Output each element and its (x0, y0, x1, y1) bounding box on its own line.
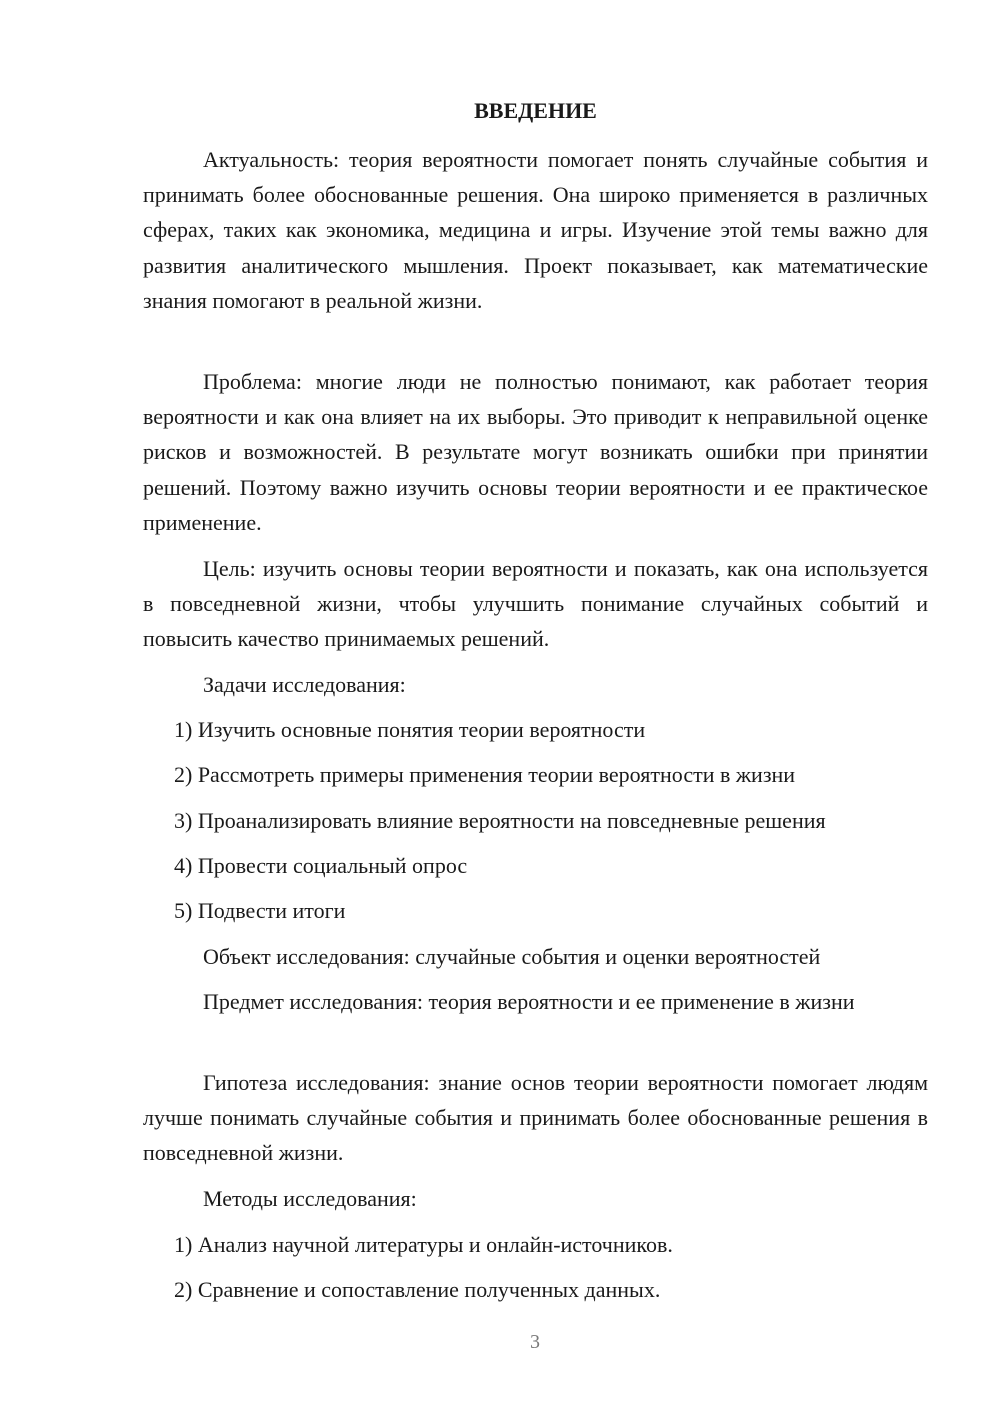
task-item-3: 3) Проанализировать влияние вероятности на повседневные решения (174, 808, 826, 833)
task-item-1: 1) Изучить основные понятия теории вероятности (174, 717, 646, 742)
hypothesis-paragraph: Гипотеза исследования: знание основ теории вероятности помогает людям лучше понимать случайные события и принимать более обоснованные решения в повседневной жизни. (143, 1070, 928, 1166)
task-item-2: 2) Рассмотреть примеры применения теории вероятности в жизни (174, 762, 796, 787)
methods-heading: Методы исследования: (203, 1186, 417, 1211)
problem-paragraph: Проблема: многие люди не полностью понимают, как работает теория вероятности и как она влияет на их выборы. Это приводит к неправильной оценке рисков и возможностей. В результате могут возникать ошибки при принятии решений. Поэтому важно изучить основы теории вероятности и ее практическое применение. (143, 369, 928, 535)
method-item-1: 1) Анализ научной литературы и онлайн-источников. (174, 1232, 673, 1257)
tasks-heading: Задачи исследования: (203, 672, 406, 697)
task-item-4: 4) Провести социальный опрос (174, 853, 468, 878)
page-number: 3 (530, 1331, 540, 1353)
method-item-2: 2) Сравнение и сопоставление полученных данных. (174, 1277, 661, 1302)
object-line: Объект исследования: случайные события и оценки вероятностей (203, 944, 821, 969)
relevance-paragraph: Актуальность: теория вероятности помогает понять случайные события и принимать более обоснованные решения. Она широко применяется в различных сферах, таких как экономика, медицина и игры. Изучение этой темы важно для развития аналитического мышления. Проект показывает, как математические знания помогают в реальной жизни. (143, 147, 928, 313)
task-item-5: 5) Подвести итоги (174, 898, 346, 923)
subject-paragraph: Предмет исследования: теория вероятности и ее применение в жизни (203, 989, 855, 1014)
page-title: ВВЕДЕНИЕ (474, 98, 597, 123)
goal-paragraph: Цель: изучить основы теории вероятности и показать, как она используется в повседневной жизни, чтобы улучшить понимание случайных событий и повысить качество принимаемых решений. (143, 556, 928, 652)
